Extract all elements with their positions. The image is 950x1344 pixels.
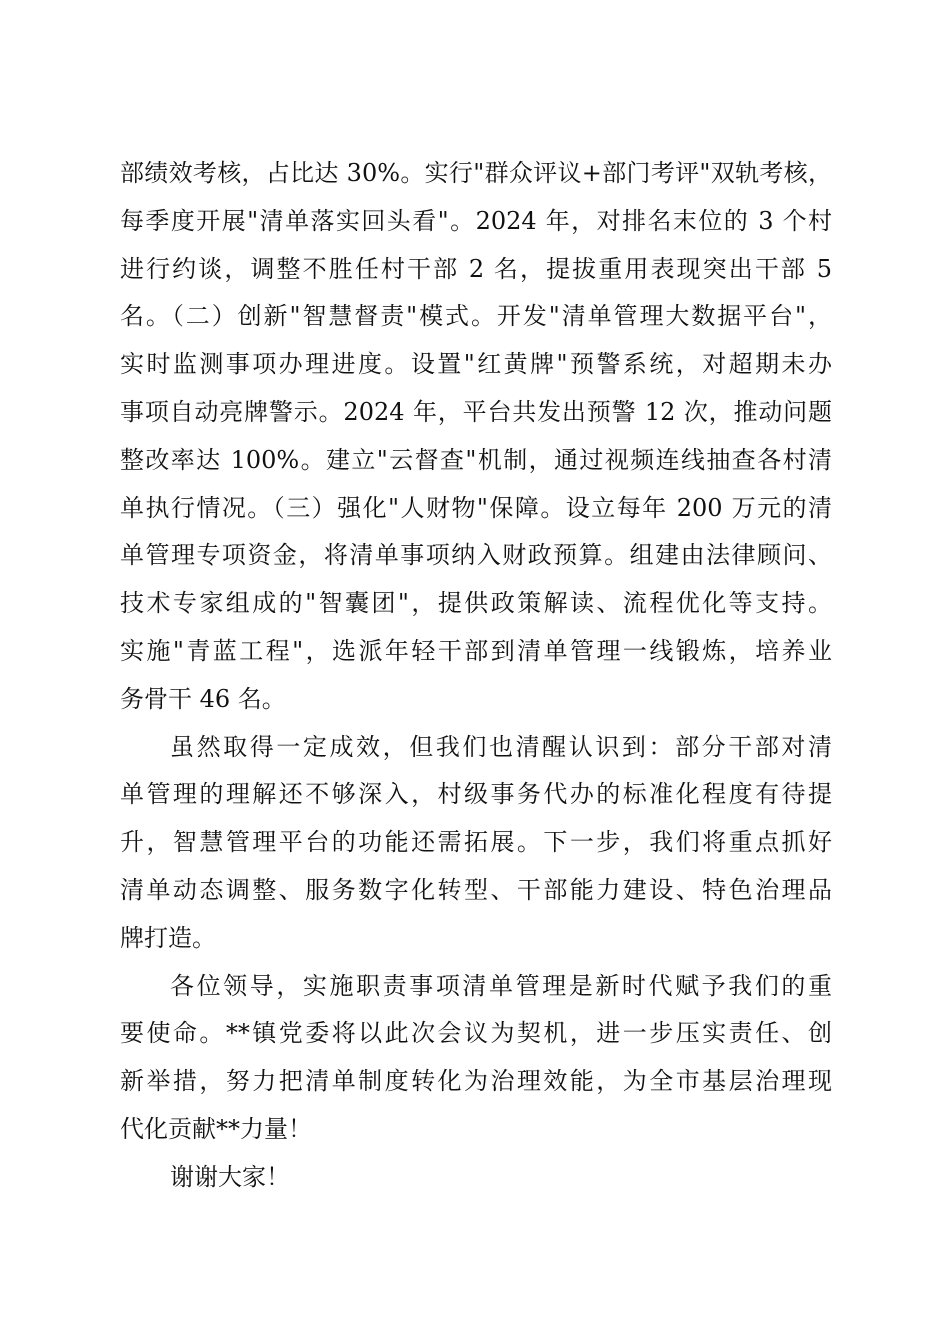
text-line: 进行约谈，调整不胜任村干部 2 名，提拔重用表现突出干部 5 — [120, 254, 832, 283]
text-line: 名。（二）创新"智慧督责"模式。开发"清单管理大数据平台"， — [120, 302, 832, 331]
text-line: 技术专家组成的"智囊团"，提供政策解读、流程优化等支持。 — [120, 589, 832, 618]
text-line: 清单动态调整、服务数字化转型、干部能力建设、特色治理品 — [120, 875, 832, 904]
text-line: 单管理专项资金，将清单事项纳入财政预算。组建由法律顾问、 — [120, 541, 832, 570]
paragraph-4 — [120, 1154, 832, 1202]
paragraph-3 — [120, 963, 832, 1154]
text-line: 要使命。**镇党委将以此次会议为契机，进一步压实责任、创 — [120, 1019, 832, 1048]
text-line: 单管理的理解还不够深入，村级事务代办的标准化程度有待提 — [120, 780, 832, 809]
document-body — [120, 150, 832, 1202]
text-line: 实施"青蓝工程"，选派年轻干部到清单管理一线锻炼，培养业 — [120, 636, 832, 665]
text-line: 虽然取得一定成效，但我们也清醒认识到：部分干部对清 — [170, 732, 832, 761]
text-line: 事项自动亮牌警示。2024 年，平台共发出预警 12 次，推动问题 — [120, 397, 832, 426]
text-line: 务骨干 46 名。 — [120, 684, 286, 713]
paragraph-1 — [120, 150, 832, 724]
text-line: 代化贡献**力量！ — [120, 1114, 312, 1143]
text-line: 实时监测事项办理进度。设置"红黄牌"预警系统，对超期未办 — [120, 350, 832, 379]
text-line: 新举措，努力把清单制度转化为治理效能，为全市基层治理现 — [120, 1067, 832, 1096]
text-line: 升，智慧管理平台的功能还需拓展。下一步，我们将重点抓好 — [120, 828, 832, 857]
closing-line: 谢谢大家！ — [170, 1162, 290, 1191]
text-line: 每季度开展"清单落实回头看"。2024 年，对排名末位的 3 个村 — [120, 206, 832, 235]
paragraph-2 — [120, 724, 832, 963]
text-line: 部绩效考核，占比达 30%。实行"群众评议+部门考评"双轨考核， — [120, 159, 832, 187]
text-line: 各位领导，实施职责事项清单管理是新时代赋予我们的重 — [170, 971, 832, 1000]
text-line: 牌打造。 — [120, 923, 216, 952]
text-line: 单执行情况。（三）强化"人财物"保障。设立每年 200 万元的清 — [120, 493, 832, 522]
text-line: 整改率达 100%。建立"云督查"机制，通过视频连线抽查各村清 — [120, 445, 832, 474]
